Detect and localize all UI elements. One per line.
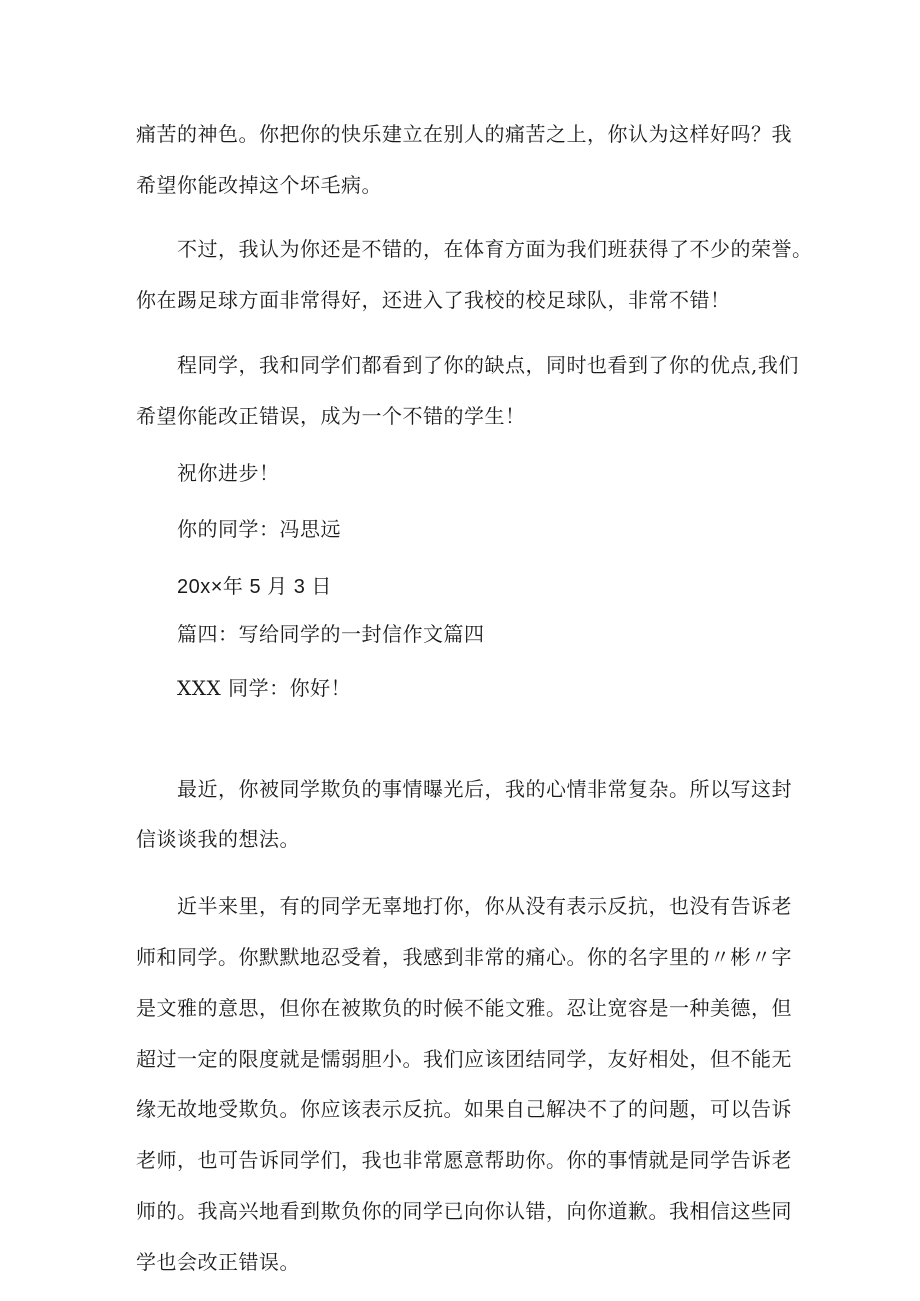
paragraph-4-line-1: 最近，你被同学欺负的事情曝光后，我的心情非常复杂。所以写这封 — [177, 777, 792, 801]
paragraph-2-line-1: 不过，我认为你还是不错的，在体育方面为我们班获得了不少的荣誉。 — [177, 237, 813, 261]
paragraph-1-line-2: 希望你能改掉这个坏毛病。 — [136, 173, 382, 197]
paragraph-5-line-6: 老师，也可告诉同学们，我也非常愿意帮助你。你的事情就是同学告诉老 — [136, 1148, 792, 1172]
paragraph-5-line-3: 是文雅的意思，但你在被欺负的时候不能文雅。忍让宽容是一种美德，但 — [136, 996, 792, 1020]
paragraph-5-line-7: 师的。我高兴地看到欺负你的同学已向你认错，向你道歉。我相信这些同 — [136, 1199, 792, 1223]
paragraph-5-line-1: 近半来里，有的同学无辜地打你，你从没有表示反抗，也没有告诉老 — [177, 894, 792, 918]
paragraph-4-line-2: 信谈谈我的想法。 — [136, 827, 300, 851]
greeting-line: XXX 同学：你好！ — [177, 676, 352, 700]
section-heading: 篇四：写给同学的一封信作文篇四 — [177, 622, 485, 646]
paragraph-5-line-2: 师和同学。你默默地忍受着，我感到非常的痛心。你的名字里的〃彬〃字 — [136, 945, 792, 969]
closing-line: 祝你进步！ — [177, 461, 280, 485]
paragraph-3-line-2: 希望你能改正错误，成为一个不错的学生！ — [136, 404, 526, 428]
paragraph-5-line-5: 缘无故地受欺负。你应该表示反抗。如果自己解决不了的问题，可以告诉 — [136, 1097, 792, 1121]
date-line: 20x×年 5 月 3 日 — [177, 576, 332, 598]
paragraph-5-line-4: 超过一定的限度就是懦弱胆小。我们应该团结同学，友好相处，但不能无 — [136, 1047, 792, 1071]
paragraph-5-line-8: 学也会改正错误。 — [136, 1250, 300, 1274]
paragraph-3-line-1: 程同学，我和同学们都看到了你的缺点，同时也看到了你的优点,我们 — [177, 353, 799, 377]
signature-line: 你的同学：冯思远 — [177, 517, 341, 541]
paragraph-2-line-2: 你在踢足球方面非常得好，还进入了我校的校足球队，非常不错！ — [136, 288, 731, 312]
paragraph-1-line-1: 痛苦的神色。你把你的快乐建立在别人的痛苦之上，你认为这样好吗？我 — [136, 122, 792, 146]
